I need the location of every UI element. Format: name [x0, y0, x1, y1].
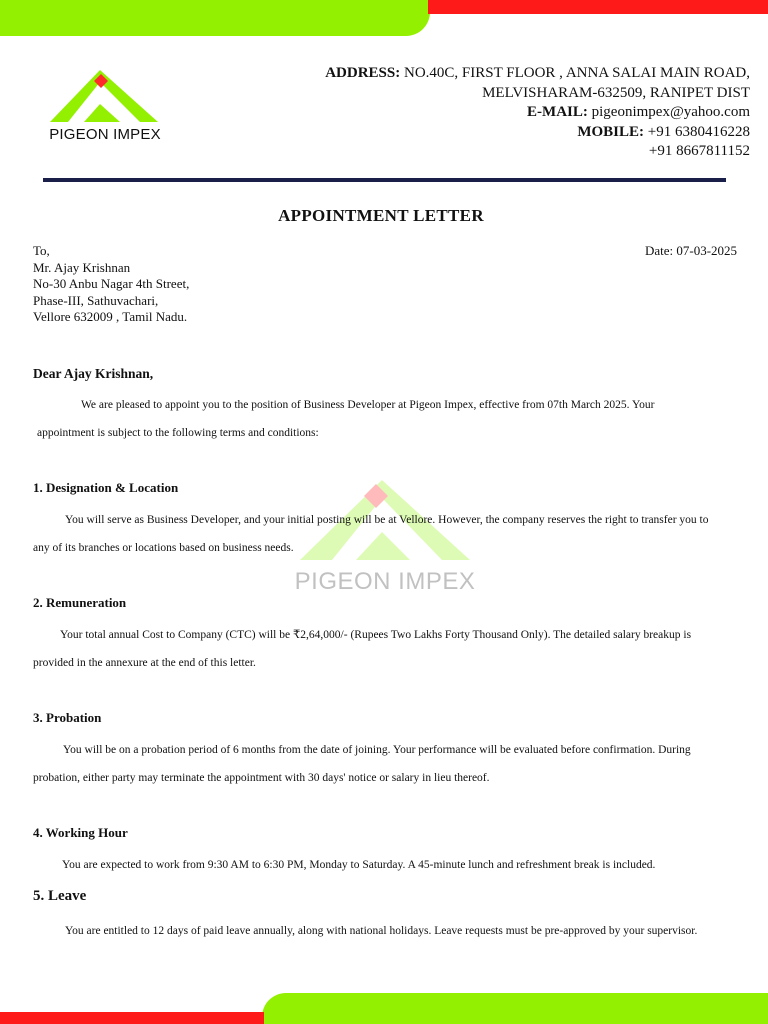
address-line-2: MELVISHARAM-632509, RANIPET DIST	[482, 84, 750, 101]
section-3-line-2: probation, either party may terminate the appointment with 30 days' notice or salary in lieu thereof.	[33, 772, 490, 784]
section-2-heading: 2. Remuneration	[33, 595, 127, 610]
letter-title: APPOINTMENT LETTER	[278, 206, 484, 225]
address-line-1	[230, 64, 750, 84]
section-3-line-1: You will be on a probation period of 6 months from the date of joining. Your performance will be evaluated before confirmation. During	[63, 744, 691, 756]
section-4-body	[33, 851, 753, 879]
bottom-red-bar	[0, 1012, 264, 1024]
section-1-heading: 1. Designation & Location	[33, 480, 179, 495]
mobile-label: MOBILE:	[577, 123, 645, 140]
section-1-line-1: You will serve as Business Developer, and your initial posting will be at Vellore. However, the company reserves the right to transfer you to	[65, 514, 709, 526]
section-3-body	[33, 736, 753, 792]
section-1-body	[33, 506, 753, 562]
greeting: Dear Ajay Krishnan,	[33, 366, 154, 381]
top-red-bar	[428, 0, 768, 14]
logo-text: PIGEON IMPEX	[49, 126, 161, 143]
section-5-line-1: You are entitled to 12 days of paid leave annually, along with national holidays. Leave requests must be pre-approved by your supervisor.	[65, 925, 698, 937]
section-1-line-2: any of its branches or locations based on business needs.	[33, 542, 294, 554]
watermark-text: PIGEON IMPEX	[294, 568, 476, 595]
to-label: To,	[33, 243, 50, 258]
section-2-body	[33, 621, 753, 677]
email-line	[230, 103, 750, 123]
section-4-heading: 4. Working Hour	[33, 825, 128, 840]
company-contact-block	[230, 64, 750, 162]
top-green-bar	[0, 0, 430, 36]
recipient-address-2: Phase-III, Sathuvachari,	[33, 292, 159, 308]
intro-paragraph	[33, 391, 753, 447]
pigeon-logo-icon	[44, 64, 166, 126]
letter-date: Date: 07-03-2025	[645, 243, 738, 258]
section-4-line-1: You are expected to work from 9:30 AM to 6:30 PM, Monday to Saturday. A 45-minute lunch and refreshment break is included.	[62, 859, 656, 871]
section-5-body	[33, 917, 753, 945]
mobile-value-2: +91 8667811152	[648, 143, 750, 159]
recipient-address-1: No-30 Anbu Nagar 4th Street,	[33, 276, 190, 291]
recipient-address-3: Vellore 632009 , Tamil Nadu.	[33, 309, 188, 324]
intro-line-1: We are pleased to appoint you to the position of Business Developer at Pigeon Impex, effective from 07th March 2025. Your	[81, 399, 655, 411]
company-logo	[44, 64, 166, 144]
section-5-heading: 5. Leave	[33, 888, 87, 904]
mobile-value-1: +91 6380416228	[647, 123, 750, 140]
section-2-line-1: Your total annual Cost to Company (CTC) will be ₹2,64,000/- (Rupees Two Lakhs Forty Thousand Only). The detailed salary breakup is	[60, 629, 692, 641]
bottom-green-bar	[262, 993, 768, 1024]
recipient-block	[33, 243, 189, 326]
header-divider	[43, 178, 726, 182]
email-label: E-MAIL:	[527, 104, 588, 120]
recipient-name: Mr. Ajay Krishnan	[33, 259, 131, 275]
address-text-1: NO.40C, FIRST FLOOR , ANNA SALAI MAIN ROAD,	[403, 65, 750, 81]
address-label: ADDRESS:	[325, 65, 401, 81]
section-3-heading: 3. Probation	[33, 710, 102, 725]
intro-line-2: appointment is subject to the following terms and conditions:	[37, 427, 319, 439]
email-value: pigeonimpex@yahoo.com	[591, 104, 750, 120]
mobile-line	[230, 123, 750, 143]
section-2-line-2: provided in the annexure at the end of this letter.	[33, 657, 256, 669]
